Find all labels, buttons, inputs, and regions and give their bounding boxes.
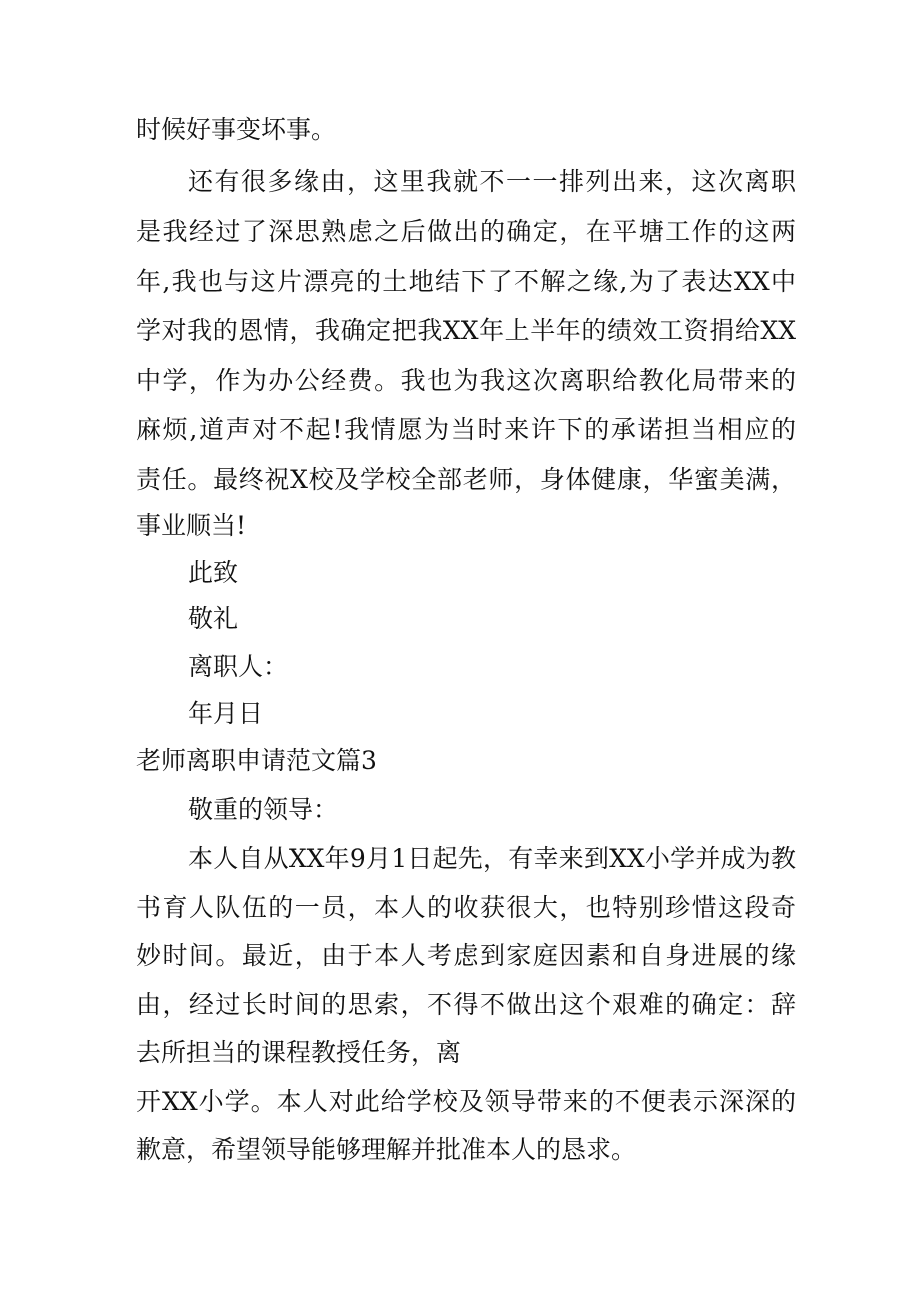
- paragraph-line: 年,我也与这片漂亮的土地结下了不解之缘,为了表达XX中: [136, 267, 796, 296]
- date-label: 年月日: [188, 699, 264, 728]
- paragraph-line: 是我经过了深思熟虑之后做出的确定，在平塘工作的这两: [136, 217, 796, 246]
- signature-label: 离职人：: [188, 652, 289, 681]
- paragraph-line: 由，经过长时间的思索，不得不做出这个艰难的确定：辞: [136, 990, 796, 1019]
- closing-salutation: 敬礼: [188, 604, 239, 633]
- paragraph-line: 书育人队伍的一员，本人的收获很大，也特别珍惜这段奇: [136, 893, 796, 922]
- paragraph-line: 还有很多缘由，这里我就不一一排列出来，这次离职: [188, 167, 796, 196]
- paragraph-line: 中学，作为办公经费。我也为我这次离职给教化局带来的: [136, 366, 796, 395]
- paragraph-line: 事业顺当!: [136, 511, 247, 540]
- paragraph-line: 责任。最终祝X校及学校全部老师，身体健康，华蜜美满，: [136, 465, 796, 494]
- paragraph-line: 去所担当的课程教授任务，离: [136, 1038, 462, 1067]
- paragraph-line: 时候好事变坏事。: [136, 115, 337, 144]
- paragraph-line: 麻烦,道声对不起!我情愿为当时来许下的承诺担当相应的: [136, 415, 796, 444]
- paragraph-line: 开XX小学。本人对此给学校及领导带来的不便表示深深的: [136, 1087, 796, 1116]
- closing-salutation: 此致: [188, 558, 239, 587]
- section-heading: 老师离职申请范文篇3: [136, 746, 377, 775]
- paragraph-line: 歉意，希望领导能够理解并批准本人的恳求。: [136, 1135, 637, 1164]
- paragraph-line: 本人自从XX年9月1日起先，有幸来到XX小学并成为教: [188, 844, 796, 873]
- paragraph-line: 学对我的恩情，我确定把我XX年上半年的绩效工资捐给XX: [136, 316, 796, 345]
- paragraph-line: 妙时间。最近，由于本人考虑到家庭因素和自身进展的缘: [136, 941, 796, 970]
- letter-greeting: 敬重的领导：: [188, 795, 339, 824]
